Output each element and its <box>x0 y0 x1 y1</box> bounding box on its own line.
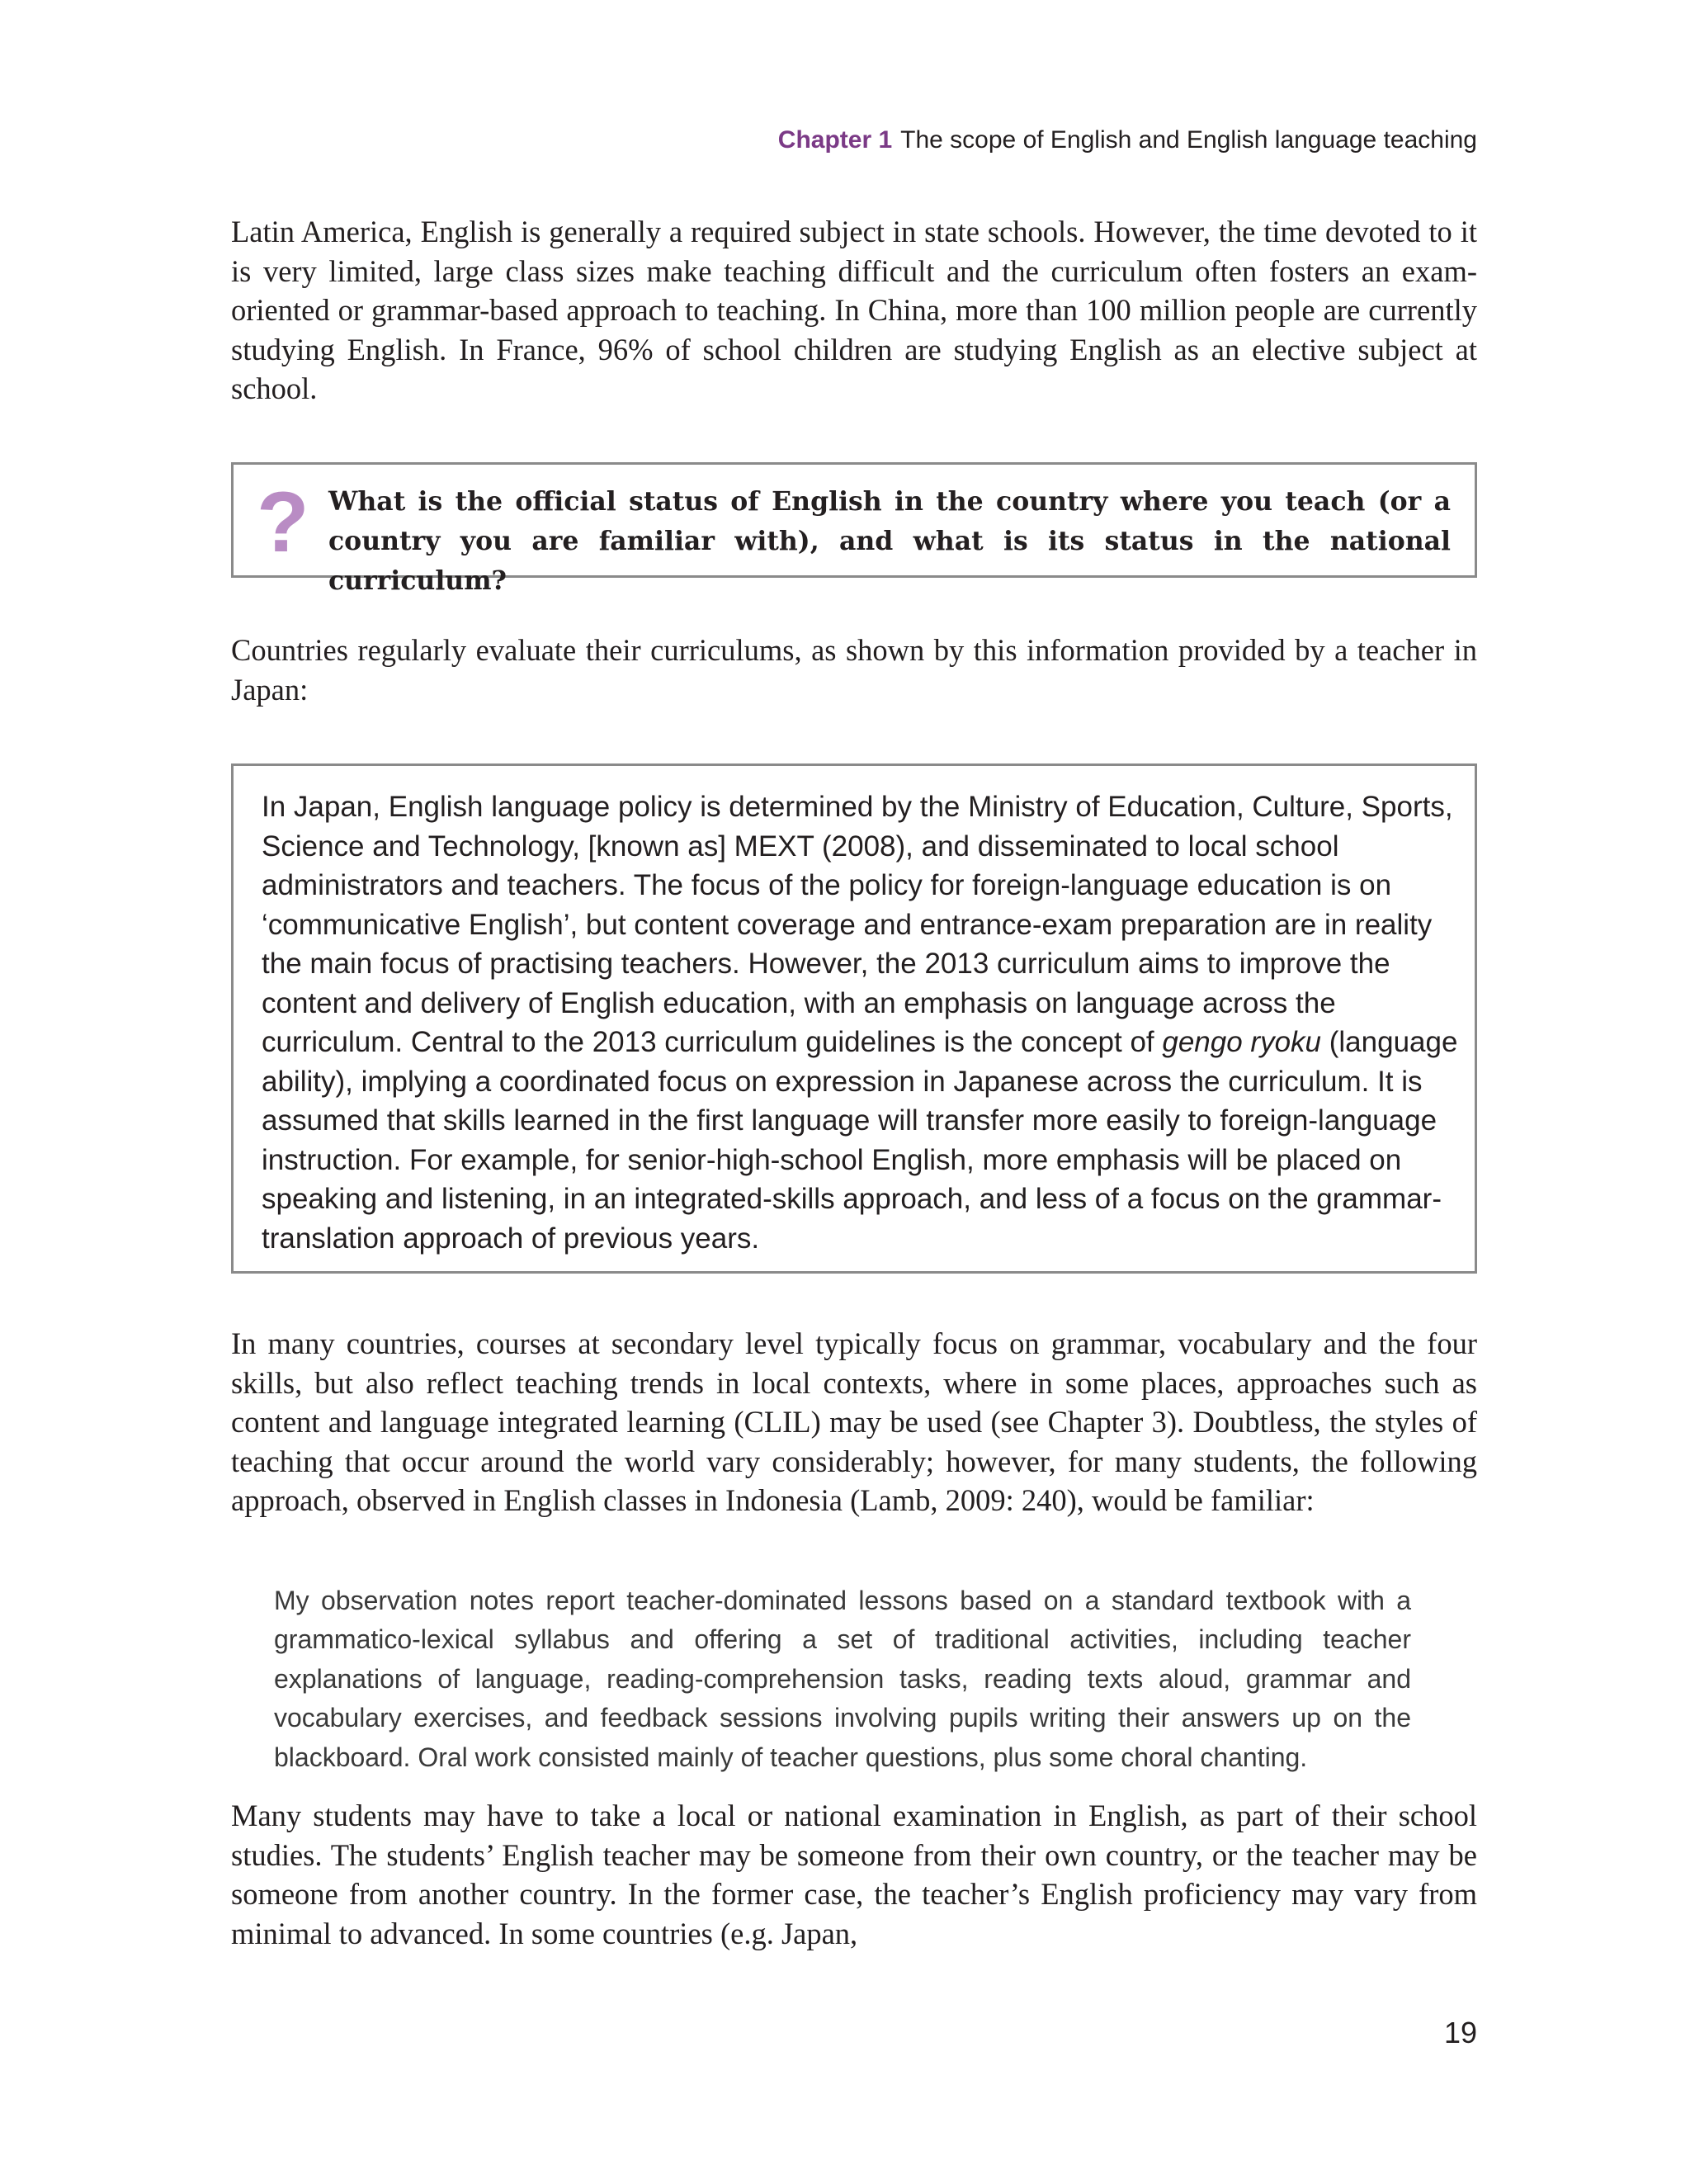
body-paragraph-4: Many students may have to take a local or national examination in English, as part of their school studies. The students’ English teacher may be someone from their own country, or the teacher may be someone from another country. In the former case, the teacher’s English proficiency may vary from minimal to advanced. In some countries (e.g. Japan, <box>231 1799 1477 1950</box>
reflection-question-text: What is the official status of English in the country where you teach (or a country you are familiar with), and what is its status in the national curriculum? <box>328 486 1451 596</box>
page-number: 19 <box>1443 2016 1477 2049</box>
teacher-account-box <box>231 763 1477 1274</box>
body-paragraph-1: Latin America, English is generally a required subject in state schools. However, the time devoted to it is very limited, large class sizes make teaching difficult and the curriculum often fosters an exam-oriented or grammar-based approach to teaching. In China, more than 100 million people are currently studying English. In France, 96% of school children are studying English as an elective subject at school. <box>231 215 1477 406</box>
body-paragraph-2: Countries regularly evaluate their curriculums, as shown by this information provided by a teacher in Japan: <box>231 633 1477 707</box>
block-quote: My observation notes report teacher-dominated lessons based on a standard textbook with a grammatico-lexical syllabus and offering a set of traditional activities, including teacher explanations of language, reading-comprehension tasks, reading texts aloud, grammar and vocabulary exercises, and feedback sessions involving pupils writing their answers up on the blackboard. Oral work consisted mainly of teacher questions, plus some choral chanting. <box>274 1586 1411 1772</box>
chapter-label: Chapter 1 <box>777 126 893 154</box>
running-head <box>231 124 1477 157</box>
teacher-account-italic-term: gengo ryoku <box>1162 1026 1322 1058</box>
reflection-question-box <box>231 462 1477 596</box>
chapter-title: The scope of English and English language teaching <box>900 126 1477 154</box>
teacher-account-text-part-1: In Japan, English language policy is determined by the Ministry of Education, Culture, Sports, Science and Technology, [known as] MEXT (2008), and disseminated to local school administrators and teachers. The focus of the policy for foreign-language education is on ‘communicative English’, but content coverage and entrance-exam preparation are in reality the main focus of practising teachers. However, the 2013 curriculum aims to improve the content and delivery of English education, with an emphasis on language across the curriculum. Central to the 2013 curriculum guidelines is the concept of <box>262 791 1453 1058</box>
body-paragraph-3: In many countries, courses at secondary level typically focus on grammar, vocabulary and the four skills, but also reflect teaching trends in local contexts, where in some places, approaches such as content and language integrated learning (CLIL) may be used (see Chapter 3). Doubtless, the styles of teaching that occur around the world vary considerably; however, for many students, the following approach, observed in English classes in Indonesia (Lamb, 2009: 240), would be familiar: <box>231 1326 1477 1518</box>
teacher-account-text <box>262 787 1458 1258</box>
teacher-account-text-part-2: (language ability), implying a coordinated focus on expression in Japanese across the curriculum. It is assumed that skills learned in the first language will transfer more easily to foreign-language instruction. For example, for senior-high-school English, more emphasis will be placed on speaking and listening, in an integrated-skills approach, and less of a focus on the grammar-translation approach of previous years. <box>262 1026 1458 1255</box>
question-mark-icon: ? <box>257 475 309 570</box>
